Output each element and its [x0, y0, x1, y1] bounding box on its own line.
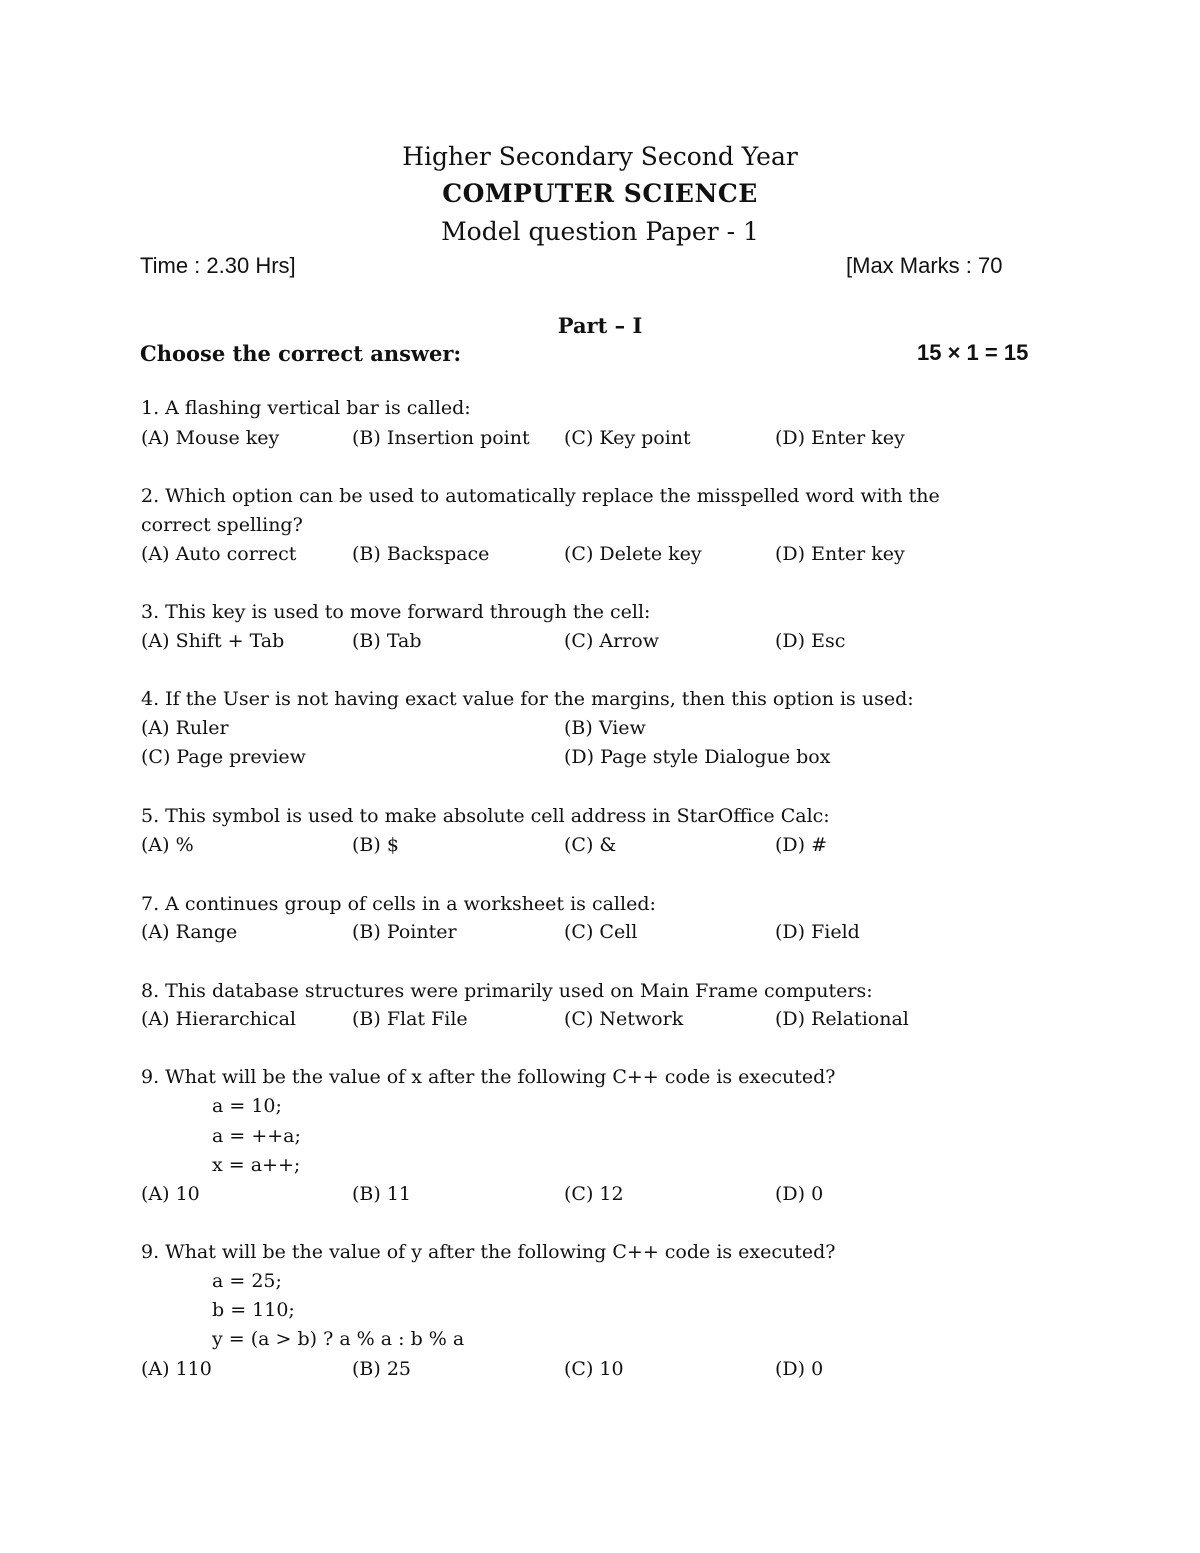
exam-time: Time : 2.30 Hrs] [140, 253, 296, 278]
question-text: 4. If the User is not having exact value for the margins, then this option is used: [141, 688, 914, 710]
option-c: (C) Key point [564, 427, 691, 449]
option-a: (A) Auto correct [141, 543, 297, 565]
option-a: (A) Ruler [141, 717, 229, 739]
option-c: (C) Network [564, 1008, 684, 1030]
option-d: (D) Esc [775, 630, 846, 652]
exam-paper-heading: Model question Paper - 1 [441, 217, 759, 246]
option-c: (C) 12 [564, 1183, 624, 1205]
option-b: (B) Pointer [352, 921, 457, 943]
option-a: (A) 10 [141, 1183, 200, 1205]
question-text: 7. A continues group of cells in a worksheet is called: [141, 893, 656, 915]
option-d: (D) Enter key [775, 427, 905, 449]
question-text: 2. Which option can be used to automatically replace the misspelled word with the [141, 485, 940, 507]
option-b: (B) View [564, 717, 646, 739]
code-line: a = 25; [212, 1270, 282, 1292]
option-d: (D) # [775, 834, 828, 856]
option-a: (A) Range [141, 921, 238, 943]
option-a: (A) % [141, 834, 194, 856]
code-line: y = (a > b) ? a % a : b % a [212, 1328, 465, 1350]
option-b: (B) Backspace [352, 543, 490, 565]
option-c: (C) Delete key [564, 543, 702, 565]
option-b: (B) Insertion point [352, 427, 530, 449]
option-b: (B) 11 [352, 1183, 412, 1205]
option-d: (D) 0 [775, 1183, 824, 1205]
part-instruction: Choose the correct answer: [140, 341, 462, 366]
code-line: x = a++; [212, 1154, 301, 1176]
option-d: (D) 0 [775, 1358, 824, 1380]
question-text: 9. What will be the value of x after the following C++ code is executed? [141, 1066, 836, 1088]
question-text-continued: correct spelling? [141, 514, 303, 536]
option-c: (C) Arrow [564, 630, 659, 652]
part-score: 15 × 1 = 15 [917, 340, 1029, 365]
option-d: (D) Enter key [775, 543, 905, 565]
part-title: Part – I [557, 313, 643, 338]
option-b: (B) $ [352, 834, 399, 856]
option-d: (D) Page style Dialogue box [564, 746, 831, 768]
option-c: (C) & [564, 834, 617, 856]
option-d: (D) Relational [775, 1008, 909, 1030]
option-a: (A) 110 [141, 1358, 212, 1380]
question-text: 3. This key is used to move forward through the cell: [141, 601, 651, 623]
option-c: (C) Cell [564, 921, 638, 943]
option-a: (A) Hierarchical [141, 1008, 296, 1030]
question-text: 9. What will be the value of y after the following C++ code is executed? [141, 1241, 836, 1263]
code-line: a = 10; [212, 1095, 282, 1117]
exam-subject-heading: COMPUTER SCIENCE [442, 179, 758, 208]
option-a: (A) Shift + Tab [141, 630, 285, 652]
option-b: (B) 25 [352, 1358, 412, 1380]
question-text: 5. This symbol is used to make absolute cell address in StarOffice Calc: [141, 805, 830, 827]
exam-max-marks: [Max Marks : 70 [846, 253, 1003, 278]
code-line: a = ++a; [212, 1125, 301, 1147]
option-b: (B) Flat File [352, 1008, 468, 1030]
exam-class-heading: Higher Secondary Second Year [402, 142, 798, 171]
option-c: (C) 10 [564, 1358, 624, 1380]
option-d: (D) Field [775, 921, 860, 943]
option-a: (A) Mouse key [141, 427, 280, 449]
option-c: (C) Page preview [141, 746, 306, 768]
option-b: (B) Tab [352, 630, 422, 652]
code-line: b = 110; [212, 1299, 295, 1321]
question-text: 1. A flashing vertical bar is called: [141, 397, 471, 419]
question-text: 8. This database structures were primarily used on Main Frame computers: [141, 980, 873, 1002]
